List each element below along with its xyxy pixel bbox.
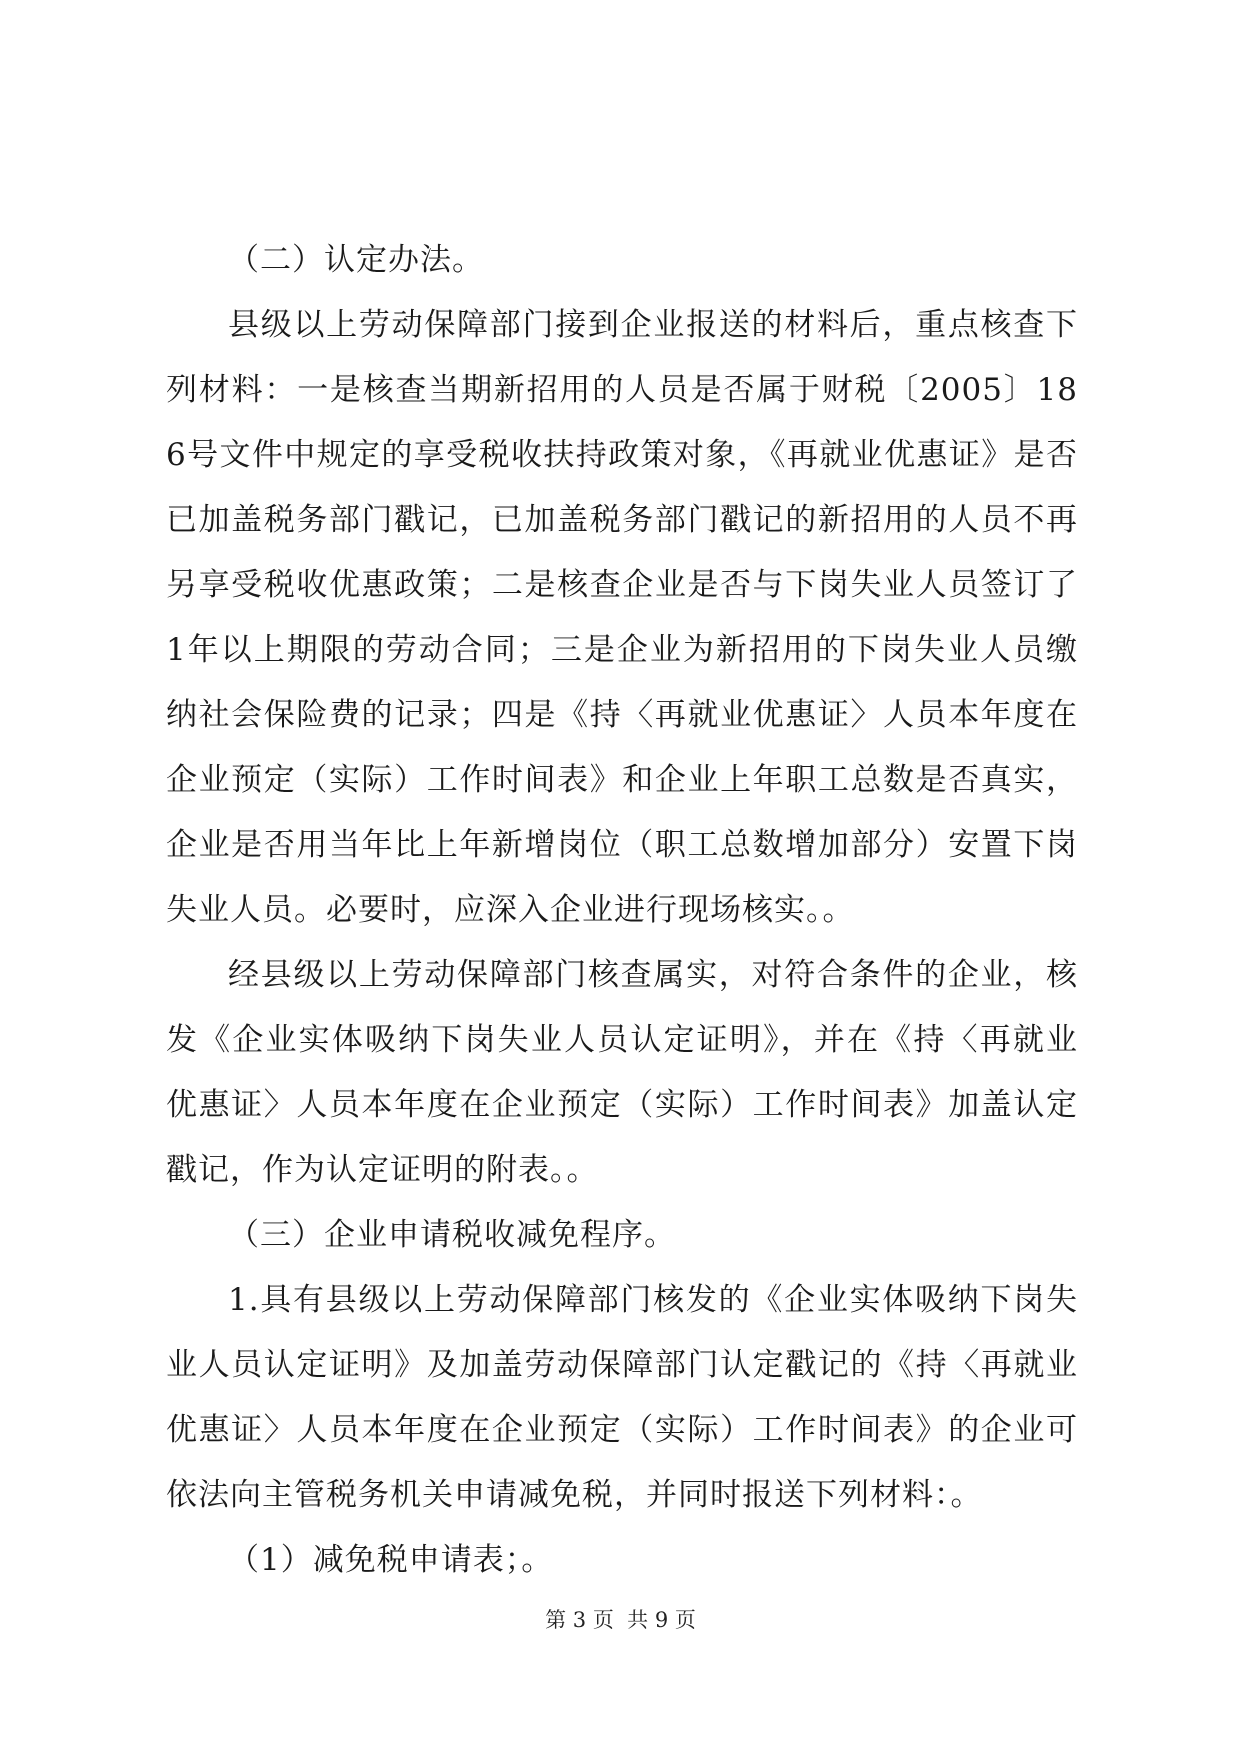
section-heading-3: （三）企业申请税收减免程序。	[228, 1217, 676, 1253]
document-body	[166, 228, 1078, 1593]
section-heading-2: （二）认定办法。	[228, 242, 484, 278]
paragraph-verification-materials: 县级以上劳动保障部门接到企业报送的材料后，重点核查下列材料：一是核查当期新招用的人员是否属于财税〔2005〕186号文件中规定的享受税收扶持政策对象，《再就业优惠证》是否已加盖税务部门戳记，已加盖税务部门戳记的新招用的人员不再另享受税收优惠政策；二是核查企业是否与下岗失业人员签订了1年以上期限的劳动合同；三是企业为新招用的下岗失业人员缴纳社会保险费的记录；四是《持〈再就业优惠证〉人员本年度在企业预定（实际）工作时间表》和企业上年职工总数是否真实，企业是否用当年比上年新增岗位（职工总数增加部分）安置下岗失业人员。必要时，应深入企业进行现场核实。。	[166, 307, 1078, 928]
page-number: 第 3 页 共 9 页	[545, 1608, 696, 1632]
page-footer	[0, 1605, 1241, 1635]
list-item-application-form: （1）减免税申请表；。	[228, 1542, 554, 1578]
paragraph-certification-issuance: 经县级以上劳动保障部门核查属实，对符合条件的企业，核发《企业实体吸纳下岗失业人员认定证明》，并在《持〈再就业优惠证〉人员本年度在企业预定（实际）工作时间表》加盖认定戳记，作为认定证明的附表。。	[166, 957, 1078, 1188]
paragraph-tax-application: 1.具有县级以上劳动保障部门核发的《企业实体吸纳下岗失业人员认定证明》及加盖劳动保障部门认定戳记的《持〈再就业优惠证〉人员本年度在企业预定（实际）工作时间表》的企业可依法向主管税务机关申请减免税，并同时报送下列材料：。	[166, 1282, 1078, 1513]
